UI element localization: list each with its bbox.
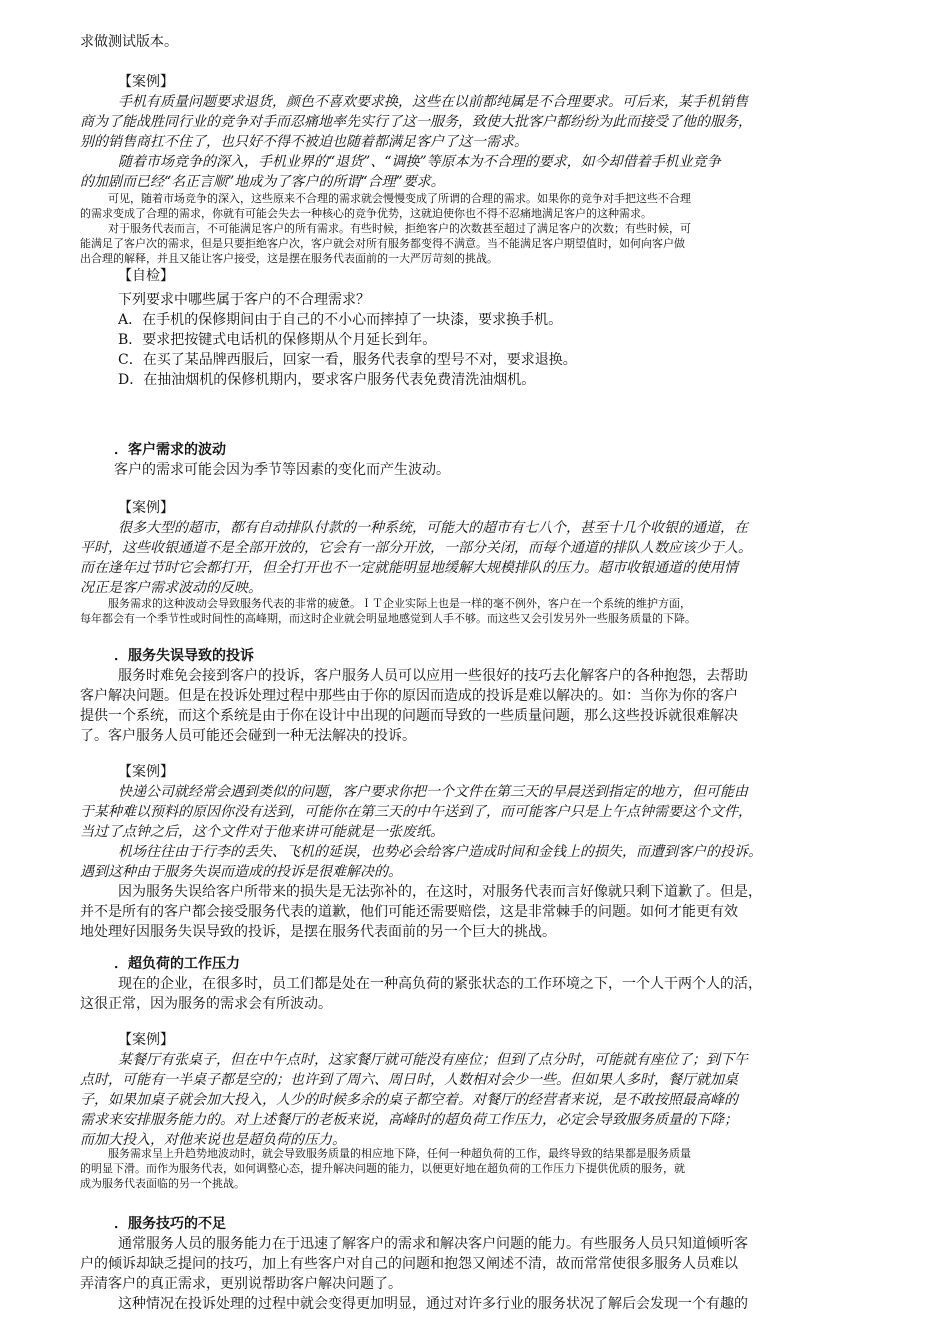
text-line: 了。客户服务人员可能还会碰到一种无法解决的投诉。 [80, 728, 416, 744]
heading-text: ．服务失误导致的投诉 [114, 648, 254, 664]
text-line: 地处理好因服务失误导致的投诉，是摆在服务代表面前的另一个巨大的挑战。 [80, 924, 556, 940]
text-line: 能满足了客户次的需求，但是只要拒绝客户次，客户就会对所有服务都变得不满意。当不能满足客户期望值时，如何向客户做 [80, 237, 685, 250]
option-b: B．要求把按键式电话机的保修期从个月延长到年。 [118, 332, 437, 348]
self-check-question [80, 290, 880, 390]
note-paragraph-fatigue [80, 596, 880, 626]
text-line: 现在的企业，在很多时，员工们都是处在一种高负荷的紧张状态的工作环境之下，一个人干两个人的活， [118, 976, 762, 992]
case-paragraph-courier [80, 782, 880, 842]
paragraph-complaint-handling [80, 1294, 880, 1314]
text-line: 的明显下滑。而作为服务代表，如何调整心态，提升解决问题的能力，以便更好地在超负荷的工作压力下提供优质的服务，就 [80, 1162, 685, 1175]
paragraph-skills [80, 1234, 880, 1294]
section-heading-skills [80, 1214, 880, 1234]
paragraph-overload [80, 974, 880, 1014]
case-paragraph-market [80, 152, 880, 192]
heading-text: ．超负荷的工作压力 [114, 956, 240, 972]
case-label [80, 72, 880, 92]
text-line: 服务需求呈上升趋势地波动时，就会导致服务质量的相应地下降，任何一种超负荷的工作，最终导致的结果都是服务质量 [108, 1147, 691, 1160]
heading-text: ．客户需求的波动 [114, 442, 226, 458]
text-line: 遇到这种由于服务失误而造成的投诉是很难解决的。 [80, 864, 402, 880]
case-label [80, 762, 880, 782]
paragraph-demand-fluctuation [80, 460, 880, 480]
text-line: 快递公司就经常会遇到类似的问题，客户要求你把一个文件在第三天的早晨送到指定的地方，但可能由 [118, 784, 748, 800]
paragraph-compensation [80, 882, 880, 942]
option-a: A．在手机的保修期间由于自己的不小心而摔掉了一块漆，要求换手机。 [118, 312, 563, 328]
self-check-label [80, 266, 880, 286]
text-line: 的需求变成了合理的需求，你就有可能会失去一种核心的竞争优势，这就迫使你也不得不忍痛地满足客户的这种需求。 [80, 207, 652, 220]
text-line: 手机有质量问题要求退货，颜色不喜欢要求换，这些在以前都纯属是不合理要求。可后来，某手机销售 [118, 94, 748, 110]
case-paragraph-supermarket [80, 518, 880, 598]
text-line: 很多大型的超市，都有自动排队付款的一种系统，可能大的超市有七八个，甚至十几个收银的通道，在 [118, 520, 748, 536]
note-paragraph-overload [80, 1146, 880, 1191]
text-line: 随着市场竞争的深入，手机业界的“退货”、“调换”等原本为不合理的要求，如今却借着手机业竞争 [118, 154, 721, 170]
text-line: 子，如果加桌子就会加大投入，人少的时候多余的桌子都空着。对餐厅的经营者来说，是不敢按照最高峰的 [80, 1092, 738, 1108]
text-line: 出合理的解释，并且又能让客户接受，这是摆在服务代表面前的一大严厉苛刻的挑战。 [80, 252, 498, 265]
heading-text: ．服务技巧的不足 [114, 1216, 226, 1232]
option-c: C．在买了某品牌西服后，回家一看，服务代表拿的型号不对，要求退换。 [118, 352, 577, 368]
text-line: 服务需求的这种波动会导致服务代表的非常的疲惫。ＩＴ企业实际上也是一样的毫不例外，客户在一个系统的维护方面， [108, 597, 691, 610]
section-heading-overload [80, 954, 880, 974]
text-line: 因为服务失误给客户所带来的损失是无法弥补的，在这时，对服务代表而言好像就只剩下道歉了。但是， [118, 884, 762, 900]
text-line: 【自检】 [118, 268, 174, 284]
text-line: 而在逢年过节时它会都打开，但全打开也不一定就能明显地缓解大规模排队的压力。超市收银通道的使用情 [80, 560, 738, 576]
text-line: 并不是所有的客户都会接受服务代表的道歉，他们可能还需要赔偿，这是非常棘手的问题。如何才能更有效 [80, 904, 738, 920]
text-line: 而加大投入，对他来说也是超负荷的压力。 [80, 1132, 346, 1148]
case-label [80, 498, 880, 518]
note-paragraph-competition [80, 191, 880, 221]
text-line: 求做测试版本。 [80, 34, 178, 50]
text-line: 别的销售商扛不住了，也只好不得不被迫也随着都满足客户了这一需求。 [80, 134, 528, 150]
text-line: 户的倾诉却缺乏提问的技巧，加上有些客户对自己的问题和抱怨又阐述不清，故而常常使很多服务人员难以 [80, 1256, 738, 1272]
text-line: 每年都会有一个季节性或时间性的高峰期，而这时企业就会明显地感觉到人手不够。而这些又会引发另外一些服务质量的下降。 [80, 612, 696, 625]
text-line: 服务时难免会接到客户的投诉，客户服务人员可以应用一些很好的技巧去化解客户的各种抱怨，去帮助 [118, 668, 748, 684]
text-line: 客户解决问题。但是在投诉处理过程中那些由于你的原因而造成的投诉是难以解决的。如：当你为你的客户 [80, 688, 738, 704]
text-line: 弄清客户的真正需求，更别说帮助客户解决问题了。 [80, 1276, 402, 1292]
text-line: 成为服务代表面临的另一个挑战。 [80, 1177, 245, 1190]
text-line: 当过了点钟之后，这个文件对于他来讲可能就是一张废纸。 [80, 824, 444, 840]
text-line: 这很正常，因为服务的需求会有所波动。 [80, 996, 332, 1012]
paragraph-intro-end [80, 32, 880, 52]
text-line: 点时，可能有一半桌子都是空的；也许到了周六、周日时，人数相对会少一些。但如果人多时，餐厅就加桌 [80, 1072, 738, 1088]
case-paragraph-airport [80, 842, 880, 882]
text-line: 某餐厅有张桌子，但在中午点时，这家餐厅就可能没有座位；但到了点分时，可能就有座位了；到下午 [118, 1052, 748, 1068]
text-line: 客户的需求可能会因为季节等因素的变化而产生波动。 [114, 462, 450, 478]
text-line: 的加剧而已经“名正言顺”地成为了客户的所谓“合理”要求。 [80, 174, 445, 190]
case-label [80, 1030, 880, 1050]
case-paragraph-restaurant [80, 1050, 880, 1150]
text-line: 通常服务人员的服务能力在于迅速了解客户的需求和解决客户问题的能力。有些服务人员只知道倾听客 [118, 1236, 748, 1252]
text-line: 对于服务代表而言，不可能满足客户的所有需求。有些时候，拒绝客户的次数甚至超过了满足客户的次数；有些时候，可 [108, 222, 691, 235]
note-paragraph-expectations [80, 221, 880, 266]
text-line: 商为了能战胜同行业的竞争对手而忍痛地率先实行了这一服务，致使大批客户都纷纷为此而接受了他的服务， [80, 114, 752, 130]
paragraph-service-errors [80, 666, 880, 746]
text-line: 可见，随着市场竞争的深入，这些原来不合理的需求就会慢慢变成了所谓的合理的需求。如果你的竞争对手把这些不合理 [108, 192, 691, 205]
case-paragraph-phone-returns [80, 92, 880, 152]
text-line: 需求来安排服务能力的。对上述餐厅的老板来说，高峰时的超负荷工作压力，必定会导致服务质量的下降； [80, 1112, 738, 1128]
text-line: 提供一个系统，而这个系统是由于你在设计中出现的问题而导致的一些质量问题，那么这些投诉就很难解决 [80, 708, 738, 724]
text-line: 【案例】 [118, 764, 174, 780]
text-line: 【案例】 [118, 74, 174, 90]
text-line: 这种情况在投诉处理的过程中就会变得更加明显，通过对许多行业的服务状况了解后会发现一个有趣的 [118, 1296, 748, 1312]
text-line: 平时，这些收银通道不是全部开放的，它会有一部分开放，一部分关闭，而每个通道的排队人数应该少于人。 [80, 540, 752, 556]
text-line: 【案例】 [118, 500, 174, 516]
text-line: 况正是客户需求波动的反映。 [80, 580, 262, 596]
text-line: 于某种难以预料的原因你没有送到，可能你在第三天的中午送到了，而可能客户只是上午点钟需要这个文件， [80, 804, 752, 820]
text-line: 机场往往由于行李的丢失、飞机的延误，也势必会给客户造成时间和金钱上的损失，而遭到客户的投诉。 [118, 844, 762, 860]
option-d: D．在抽油烟机的保修机期内，要求客户服务代表免费清洗油烟机。 [118, 372, 536, 388]
question-text: 下列要求中哪些属于客户的不合理需求？ [118, 292, 370, 308]
section-heading-demand-fluctuation [80, 440, 880, 460]
section-heading-service-errors [80, 646, 880, 666]
text-line: 【案例】 [118, 1032, 174, 1048]
